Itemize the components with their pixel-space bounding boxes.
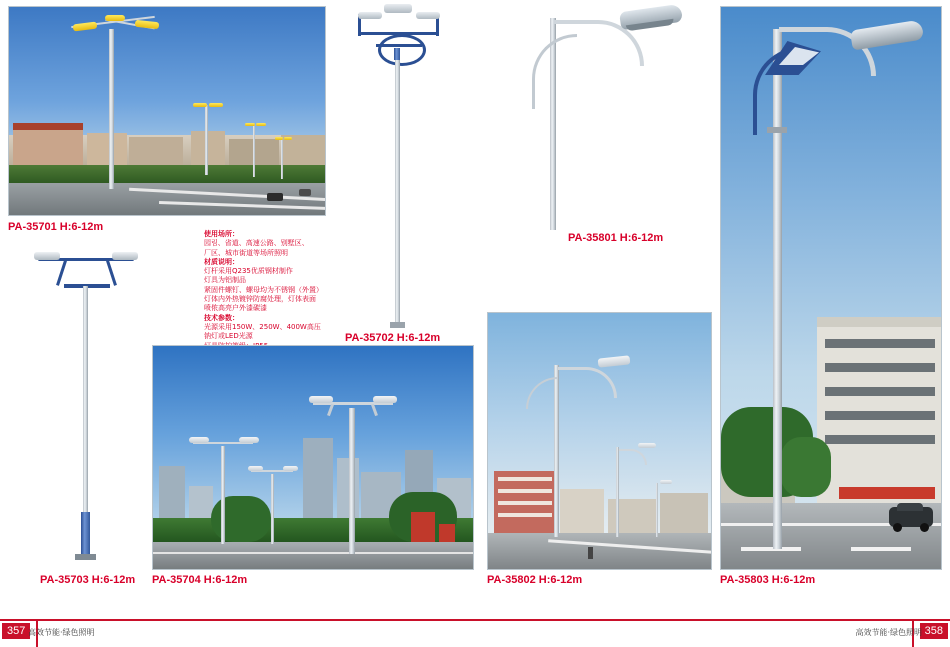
spec-line: 紧固件螺钉、螺母均为不锈钢（外置） <box>204 285 323 294</box>
caption-pa35701: PA-35701 H:6-12m <box>8 221 104 233</box>
spec-line: 灯杆采用Q235优质钢材制作 <box>204 267 293 276</box>
caption-pa35702: PA-35702 H:6-12m <box>345 332 441 344</box>
product-illustration-pa35703 <box>20 248 150 568</box>
spec-line: 技术参数： <box>204 313 239 322</box>
caption-pa35801: PA-35801 H:6-12m <box>568 232 664 244</box>
product-photo-pa35701 <box>8 6 326 216</box>
spec-line: 使用场所： <box>204 230 239 238</box>
spec-line: 材质说明： <box>204 257 239 266</box>
caption-pa35802: PA-35802 H:6-12m <box>487 574 583 586</box>
footer-text-right: 高效节能·绿色照明 <box>855 628 922 637</box>
product-photo-pa35802 <box>487 312 712 570</box>
spec-line: 喷侬高亮户外漆碳漆 <box>204 304 267 313</box>
spec-line: 厂区、城市街道等场所照明 <box>204 248 288 257</box>
caption-pa35803: PA-35803 H:6-12m <box>720 574 816 586</box>
product-illustration-pa35801 <box>510 0 700 230</box>
page-number-left: 357 <box>2 623 30 639</box>
caption-pa35704: PA-35704 H:6-12m <box>152 574 248 586</box>
product-photo-pa35803 <box>720 6 942 570</box>
product-illustration-pa35702 <box>340 4 460 334</box>
footer-text-left: 高效节能·绿色照明 <box>28 628 95 637</box>
lamp-head <box>373 396 397 403</box>
product-photo-pa35704 <box>152 345 474 570</box>
lamp-head <box>309 396 333 403</box>
page-footer <box>0 611 950 647</box>
spec-line: 钠灯或LED光源 <box>204 332 253 341</box>
page-number-right: 358 <box>920 623 948 639</box>
footer-rule <box>0 619 950 621</box>
spec-line: 光源采用150W、250W、400W高压 <box>204 322 321 331</box>
spec-line: 灯具为铝制品 <box>204 276 246 285</box>
caption-pa35703: PA-35703 H:6-12m <box>40 574 136 586</box>
spec-text-block <box>204 230 342 360</box>
lamp-head <box>105 15 125 21</box>
spec-line: 灯体内外热镀锌防腐处理，灯体表面 <box>204 295 316 304</box>
scene-greenery <box>9 165 325 183</box>
spec-line: 园림、省道、高速公路、别墅区、 <box>204 239 309 248</box>
